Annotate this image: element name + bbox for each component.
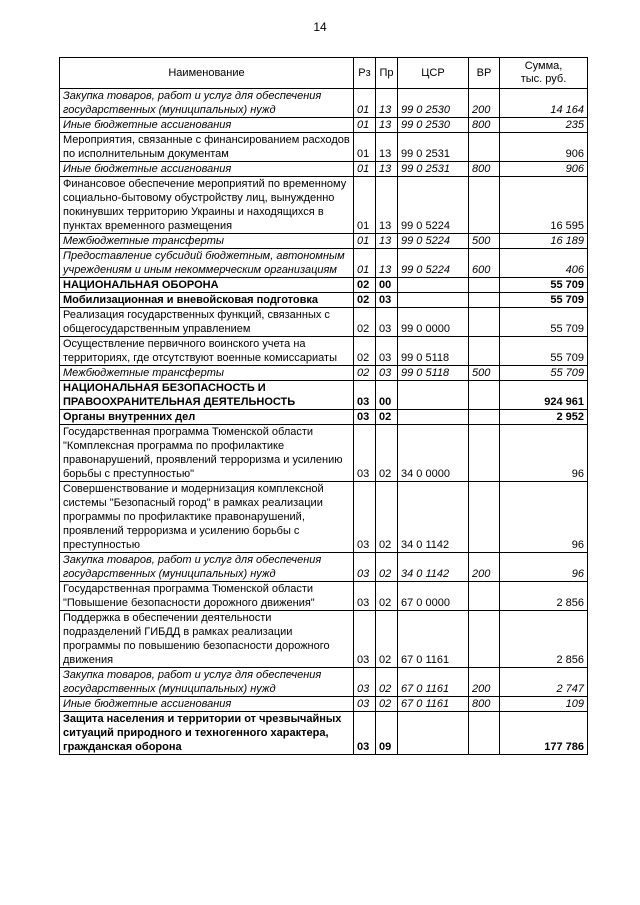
- cell-rz: 01: [354, 162, 376, 177]
- cell-name: НАЦИОНАЛЬНАЯ БЕЗОПАСНОСТЬ И ПРАВООХРАНИТЕЛЬНАЯ ДЕЯТЕЛЬНОСТЬ: [60, 381, 354, 410]
- cell-name: Государственная программа Тюменской области "Повышение безопасности дорожного движения": [60, 582, 354, 611]
- table-row: [60, 381, 588, 410]
- table-row: [60, 337, 588, 366]
- cell-vr: 200: [469, 89, 500, 118]
- table-row: [60, 668, 588, 697]
- cell-pr: 02: [376, 482, 398, 553]
- cell-pr: 03: [376, 366, 398, 381]
- cell-vr: 800: [469, 162, 500, 177]
- cell-rz: 03: [354, 381, 376, 410]
- cell-vr: [469, 133, 500, 162]
- cell-pr: 02: [376, 697, 398, 712]
- cell-name: Мобилизационная и вневойсковая подготовка: [60, 293, 354, 308]
- header-name: Наименование: [60, 58, 354, 89]
- cell-sum: 2 856: [500, 582, 588, 611]
- cell-rz: 01: [354, 133, 376, 162]
- table-row: [60, 177, 588, 234]
- cell-csr: [398, 278, 469, 293]
- cell-rz: 02: [354, 293, 376, 308]
- cell-pr: 13: [376, 89, 398, 118]
- cell-rz: 01: [354, 234, 376, 249]
- cell-vr: [469, 293, 500, 308]
- cell-vr: 800: [469, 118, 500, 133]
- cell-csr: [398, 381, 469, 410]
- cell-pr: 13: [376, 133, 398, 162]
- cell-name: Предоставление субсидий бюджетным, автономным учреждениям и иным некоммерческим организациям: [60, 249, 354, 278]
- cell-rz: 02: [354, 308, 376, 337]
- cell-sum: 55 709: [500, 366, 588, 381]
- cell-csr: 99 0 5118: [398, 366, 469, 381]
- cell-pr: 03: [376, 308, 398, 337]
- cell-pr: 13: [376, 118, 398, 133]
- cell-name: Мероприятия, связанные с финансированием расходов по исполнительным документам: [60, 133, 354, 162]
- cell-vr: [469, 410, 500, 425]
- header-csr: ЦСР: [398, 58, 469, 89]
- table-header-row: [60, 58, 588, 89]
- cell-pr: 03: [376, 293, 398, 308]
- budget-table: [59, 57, 588, 755]
- cell-csr: 67 0 0000: [398, 582, 469, 611]
- table-row: [60, 249, 588, 278]
- cell-rz: 01: [354, 249, 376, 278]
- table-row: [60, 482, 588, 553]
- cell-name: Иные бюджетные ассигнования: [60, 162, 354, 177]
- cell-csr: [398, 293, 469, 308]
- cell-csr: 34 0 0000: [398, 425, 469, 482]
- cell-sum: 16 189: [500, 234, 588, 249]
- cell-pr: 13: [376, 234, 398, 249]
- cell-pr: 02: [376, 668, 398, 697]
- cell-sum: 906: [500, 133, 588, 162]
- cell-sum: 177 786: [500, 712, 588, 755]
- table-row: [60, 712, 588, 755]
- cell-pr: 00: [376, 278, 398, 293]
- cell-vr: 500: [469, 234, 500, 249]
- table-body: [60, 89, 588, 755]
- cell-sum: 96: [500, 553, 588, 582]
- table-row: [60, 366, 588, 381]
- cell-rz: 03: [354, 553, 376, 582]
- cell-vr: 200: [469, 553, 500, 582]
- cell-rz: 03: [354, 712, 376, 755]
- cell-pr: 02: [376, 611, 398, 668]
- cell-vr: 600: [469, 249, 500, 278]
- cell-sum: 2 952: [500, 410, 588, 425]
- header-vr: ВР: [469, 58, 500, 89]
- cell-sum: 924 961: [500, 381, 588, 410]
- cell-csr: 99 0 2531: [398, 162, 469, 177]
- cell-name: Финансовое обеспечение мероприятий по временному социально-бытовому обустройству лиц, вынужденно покинувших территорию Украины и находящихся в пунктах временного размещения: [60, 177, 354, 234]
- cell-name: Государственная программа Тюменской области "Комплексная программа по профилактике правонарушений, проявлений терроризма и усилению борьбы с преступностью": [60, 425, 354, 482]
- table-row: [60, 89, 588, 118]
- table-row: [60, 293, 588, 308]
- cell-rz: 01: [354, 118, 376, 133]
- cell-csr: 67 0 1161: [398, 697, 469, 712]
- cell-sum: 906: [500, 162, 588, 177]
- cell-name: Осуществление первичного воинского учета на территориях, где отсутствуют военные комиссариаты: [60, 337, 354, 366]
- table-row: [60, 425, 588, 482]
- cell-rz: 01: [354, 89, 376, 118]
- cell-rz: 03: [354, 668, 376, 697]
- cell-name: Совершенствование и модернизация комплексной системы "Безопасный город" в рамках реализации программы по профилактике правонарушений, проявлений терроризма и усилению борьбы с преступностью: [60, 482, 354, 553]
- table-row: [60, 118, 588, 133]
- cell-csr: 67 0 1161: [398, 668, 469, 697]
- page-number: 14: [313, 20, 327, 34]
- header-rz: Рз: [354, 58, 376, 89]
- cell-csr: [398, 410, 469, 425]
- cell-sum: 55 709: [500, 308, 588, 337]
- cell-vr: [469, 582, 500, 611]
- cell-pr: 02: [376, 553, 398, 582]
- cell-pr: 00: [376, 381, 398, 410]
- cell-pr: 02: [376, 582, 398, 611]
- table-row: [60, 697, 588, 712]
- cell-sum: 235: [500, 118, 588, 133]
- cell-vr: [469, 337, 500, 366]
- cell-pr: 02: [376, 410, 398, 425]
- cell-pr: 13: [376, 177, 398, 234]
- cell-name: Реализация государственных функций, связанных с общегосударственным управлением: [60, 308, 354, 337]
- cell-pr: 13: [376, 162, 398, 177]
- cell-rz: 02: [354, 366, 376, 381]
- cell-sum: 109: [500, 697, 588, 712]
- cell-sum: 55 709: [500, 337, 588, 366]
- cell-sum: 55 709: [500, 278, 588, 293]
- cell-sum: 96: [500, 425, 588, 482]
- cell-csr: 67 0 1161: [398, 611, 469, 668]
- cell-csr: 99 0 0000: [398, 308, 469, 337]
- cell-name: Межбюджетные трансферты: [60, 234, 354, 249]
- cell-sum: 96: [500, 482, 588, 553]
- cell-pr: 03: [376, 337, 398, 366]
- table-row: [60, 278, 588, 293]
- cell-rz: 02: [354, 337, 376, 366]
- cell-sum: 55 709: [500, 293, 588, 308]
- cell-vr: 200: [469, 668, 500, 697]
- cell-name: Защита населения и территории от чрезвычайных ситуаций природного и техногенного характера, гражданская оборона: [60, 712, 354, 755]
- table-row: [60, 410, 588, 425]
- cell-csr: 99 0 5224: [398, 177, 469, 234]
- cell-vr: [469, 381, 500, 410]
- table-row: [60, 133, 588, 162]
- cell-csr: 99 0 5118: [398, 337, 469, 366]
- cell-rz: 03: [354, 425, 376, 482]
- cell-csr: 99 0 2531: [398, 133, 469, 162]
- cell-csr: 99 0 5224: [398, 234, 469, 249]
- cell-name: Закупка товаров, работ и услуг для обеспечения государственных (муниципальных) нужд: [60, 553, 354, 582]
- cell-rz: 03: [354, 697, 376, 712]
- cell-csr: 34 0 1142: [398, 553, 469, 582]
- cell-vr: [469, 482, 500, 553]
- cell-name: НАЦИОНАЛЬНАЯ ОБОРОНА: [60, 278, 354, 293]
- cell-sum: 16 595: [500, 177, 588, 234]
- cell-vr: 500: [469, 366, 500, 381]
- table-row: [60, 162, 588, 177]
- cell-vr: [469, 712, 500, 755]
- cell-sum: 2 747: [500, 668, 588, 697]
- cell-csr: 34 0 1142: [398, 482, 469, 553]
- cell-vr: [469, 308, 500, 337]
- cell-sum: 14 164: [500, 89, 588, 118]
- table-row: [60, 308, 588, 337]
- cell-sum: 2 856: [500, 611, 588, 668]
- cell-name: Иные бюджетные ассигнования: [60, 118, 354, 133]
- cell-vr: [469, 425, 500, 482]
- cell-rz: 01: [354, 177, 376, 234]
- cell-vr: [469, 611, 500, 668]
- cell-vr: [469, 177, 500, 234]
- cell-name: Закупка товаров, работ и услуг для обеспечения государственных (муниципальных) нужд: [60, 89, 354, 118]
- cell-name: Органы внутренних дел: [60, 410, 354, 425]
- cell-csr: 99 0 2530: [398, 118, 469, 133]
- cell-pr: 02: [376, 425, 398, 482]
- cell-rz: 03: [354, 582, 376, 611]
- cell-sum: 406: [500, 249, 588, 278]
- table-row: [60, 234, 588, 249]
- cell-pr: 09: [376, 712, 398, 755]
- cell-name: Поддержка в обеспечении деятельности подразделений ГИБДД в рамках реализации программы по повышению безопасности дорожного движения: [60, 611, 354, 668]
- cell-rz: 02: [354, 278, 376, 293]
- cell-name: Межбюджетные трансферты: [60, 366, 354, 381]
- cell-rz: 03: [354, 410, 376, 425]
- cell-csr: 99 0 2530: [398, 89, 469, 118]
- cell-vr: 800: [469, 697, 500, 712]
- cell-name: Иные бюджетные ассигнования: [60, 697, 354, 712]
- table-row: [60, 611, 588, 668]
- table-row: [60, 582, 588, 611]
- cell-rz: 03: [354, 482, 376, 553]
- table-row: [60, 553, 588, 582]
- cell-rz: 03: [354, 611, 376, 668]
- header-sum: Сумма, тыс. руб.: [500, 58, 588, 89]
- cell-csr: 99 0 5224: [398, 249, 469, 278]
- cell-vr: [469, 278, 500, 293]
- cell-csr: [398, 712, 469, 755]
- cell-pr: 13: [376, 249, 398, 278]
- cell-name: Закупка товаров, работ и услуг для обеспечения государственных (муниципальных) нужд: [60, 668, 354, 697]
- header-pr: Пр: [376, 58, 398, 89]
